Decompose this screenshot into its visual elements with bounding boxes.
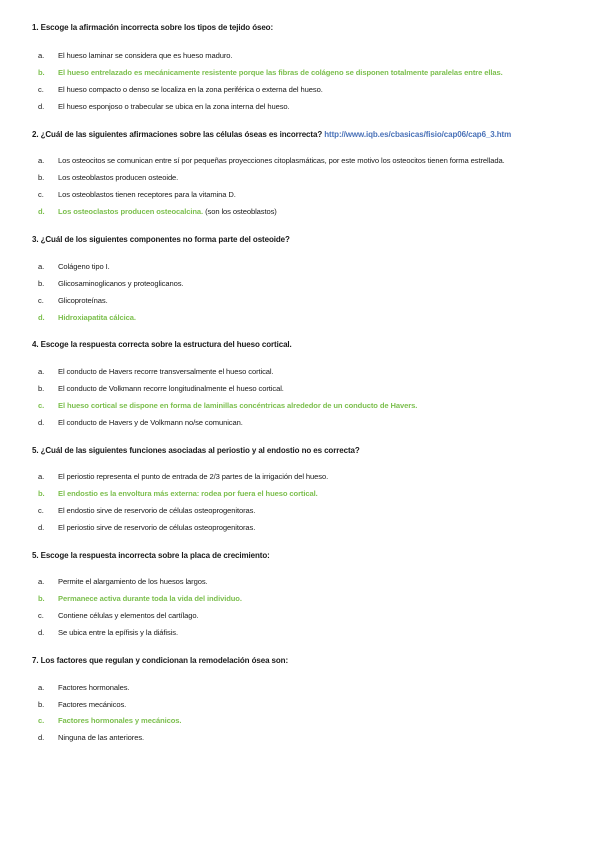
option-letter: d. <box>38 523 45 532</box>
option-letter: b. <box>38 489 45 498</box>
question-5-option-a <box>38 472 328 481</box>
option-text: El hueso laminar se considera que es hueso maduro. <box>58 51 233 60</box>
option-letter: d. <box>38 418 45 427</box>
question-3-option-b <box>38 279 183 288</box>
option-text: El periostio representa el punto de entrada de 2/3 partes de la irrigación del hueso. <box>58 472 329 481</box>
question-2-title <box>32 130 511 139</box>
question-5-option-d <box>38 523 255 532</box>
question-1-option-b <box>38 68 503 77</box>
option-letter: d. <box>38 207 45 216</box>
option-text: Los osteoblastos tienen receptores para la vitamina D. <box>58 190 236 199</box>
question-6-title: 5. Escoge la respuesta incorrecta sobre la placa de crecimiento: <box>32 551 270 560</box>
option-letter: b. <box>38 384 45 393</box>
option-text: Glicoproteínas. <box>58 296 108 305</box>
option-text: El hueso cortical se dispone en forma de laminillas concéntricas alrededor de un conducto de Havers. <box>58 401 418 410</box>
question-7-option-b <box>38 700 126 709</box>
question-2-link[interactable]: http://www.iqb.es/cbasicas/fisio/cap06/cap6_3.htm <box>324 130 512 139</box>
question-3-option-c <box>38 296 108 305</box>
option-letter: c. <box>38 85 44 94</box>
question-1-option-a <box>38 51 232 60</box>
question-3-title: 3. ¿Cuál de los siguientes componentes no forma parte del osteoide? <box>32 235 290 244</box>
option-text: El endostio es la envoltura más externa: rodea por fuera el hueso cortical. <box>58 489 318 498</box>
option-text: Factores hormonales. <box>58 683 130 692</box>
option-letter: d. <box>38 313 45 322</box>
option-text: Los osteoblastos producen osteoide. <box>58 173 179 182</box>
option-text: Colágeno tipo I. <box>58 262 110 271</box>
option-text: El conducto de Havers y de Volkmann no/se comunican. <box>58 418 243 427</box>
option-text: Permanece activa durante toda la vida del individuo. <box>58 594 242 603</box>
question-7-option-c <box>38 716 181 725</box>
option-text: Ninguna de las anteriores. <box>58 733 145 742</box>
question-2-option-d <box>38 207 277 216</box>
question-7-title: 7. Los factores que regulan y condicionan la remodelación ósea son: <box>32 656 289 665</box>
question-1-option-d <box>38 102 290 111</box>
question-4-option-d <box>38 418 243 427</box>
question-6-option-c <box>38 611 199 620</box>
option-letter: d. <box>38 628 45 637</box>
question-4-option-a <box>38 367 274 376</box>
question-6-option-b <box>38 594 242 603</box>
question-2-title-text: 2. ¿Cuál de las siguientes afirmaciones sobre las células óseas es incorrecta? <box>32 130 323 139</box>
question-2-option-a <box>38 156 505 165</box>
question-5-option-b <box>38 489 318 498</box>
question-7-option-d <box>38 733 144 742</box>
question-4-option-b <box>38 384 284 393</box>
question-4-option-c <box>38 401 417 410</box>
option-text: El hueso esponjoso o trabecular se ubica en la zona interna del hueso. <box>58 102 290 111</box>
question-3-option-d <box>38 313 136 322</box>
option-letter: a. <box>38 262 45 271</box>
question-5-title: 5. ¿Cuál de las siguientes funciones asociadas al periostio y al endostio no es correcta? <box>32 446 360 455</box>
option-text: El hueso compacto o denso se localiza en la zona periférica o externa del hueso. <box>58 85 323 94</box>
option-letter: b. <box>38 68 45 77</box>
option-letter: c. <box>38 190 44 199</box>
option-text: Los osteoclastos producen osteocalcina. <box>58 207 204 216</box>
option-letter: d. <box>38 102 45 111</box>
option-letter: c. <box>38 506 44 515</box>
option-text: Factores mecánicos. <box>58 700 127 709</box>
option-letter: c. <box>38 296 44 305</box>
option-text: El conducto de Volkmann recorre longitudinalmente el hueso cortical. <box>58 384 284 393</box>
option-letter: b. <box>38 173 45 182</box>
option-letter: a. <box>38 51 45 60</box>
option-text: El hueso entrelazado es mecánicamente resistente porque las fibras de colágeno se disponen totalmente paralelas entre ellas. <box>58 68 503 77</box>
option-text: El periostio sirve de reservorio de células osteoprogenitoras. <box>58 523 256 532</box>
option-text: Contiene células y elementos del cartílago. <box>58 611 199 620</box>
option-letter: a. <box>38 683 45 692</box>
option-text: Los osteocitos se comunican entre sí por pequeñas proyecciones citoplasmáticas, por este motivo los osteocitos tienen forma estrellada. <box>58 156 505 165</box>
question-3-option-a <box>38 262 110 271</box>
question-7-option-a <box>38 683 129 692</box>
option-letter: b. <box>38 700 45 709</box>
question-6-option-d <box>38 628 178 637</box>
option-text: El conducto de Havers recorre transversalmente el hueso cortical. <box>58 367 274 376</box>
option-text: Hidroxiapatita cálcica. <box>58 313 136 322</box>
option-letter: a. <box>38 472 45 481</box>
question-6-option-a <box>38 577 208 586</box>
option-letter: b. <box>38 594 45 603</box>
question-5-option-c <box>38 506 255 515</box>
question-2-option-b <box>38 173 178 182</box>
option-note: (son los osteoblastos) <box>203 207 277 216</box>
question-4-title: 4. Escoge la respuesta correcta sobre la estructura del hueso cortical. <box>32 340 292 349</box>
question-1-option-c <box>38 85 323 94</box>
option-letter: d. <box>38 733 45 742</box>
option-text: Permite el alargamiento de los huesos largos. <box>58 577 208 586</box>
option-text: Glicosaminoglicanos y proteoglicanos. <box>58 279 184 288</box>
question-1-title: 1. Escoge la afirmación incorrecta sobre los tipos de tejido óseo: <box>32 23 274 32</box>
option-text: Factores hormonales y mecánicos. <box>58 716 182 725</box>
question-2-option-c <box>38 190 236 199</box>
option-letter: c. <box>38 401 45 410</box>
option-letter: a. <box>38 577 45 586</box>
option-letter: a. <box>38 156 45 165</box>
option-letter: a. <box>38 367 45 376</box>
option-text: El endostio sirve de reservorio de células osteoprogenitoras. <box>58 506 256 515</box>
option-letter: c. <box>38 611 44 620</box>
option-text: Se ubica entre la epífisis y la diáfisis. <box>58 628 178 637</box>
option-letter: c. <box>38 716 45 725</box>
option-letter: b. <box>38 279 45 288</box>
